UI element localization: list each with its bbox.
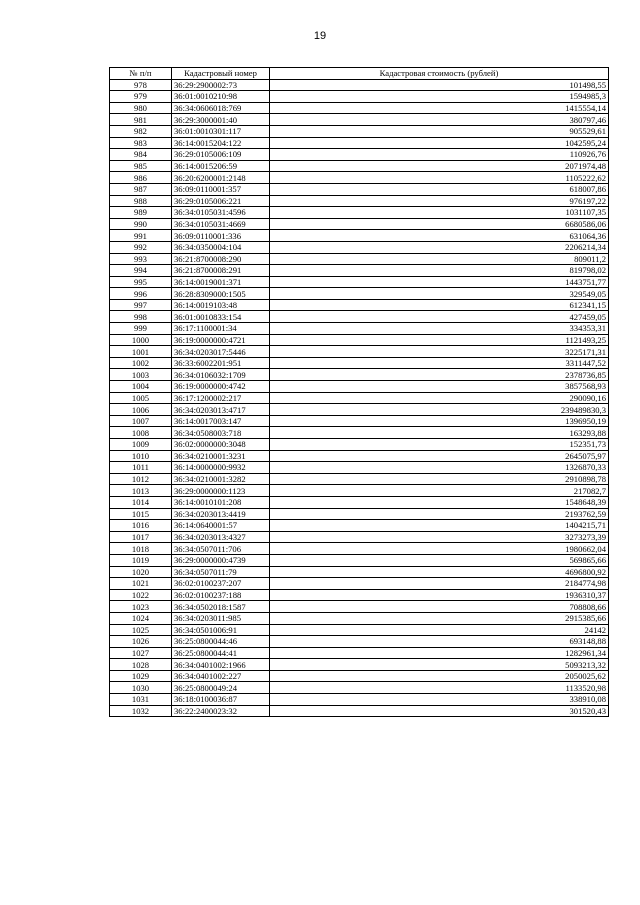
- table-row: [110, 357, 609, 369]
- cadastral-number-cell: 36:14:0000000:9932: [172, 462, 270, 474]
- table-body: [110, 79, 609, 717]
- cadastral-number-cell: 36:29:3000001:40: [172, 114, 270, 126]
- cadastral-value-cell: 380797,46: [270, 114, 609, 126]
- table-row: [110, 589, 609, 601]
- row-number-cell: 985: [110, 160, 172, 172]
- cadastral-number-cell: 36:02:0100237:207: [172, 578, 270, 590]
- cadastral-number-cell: 36:14:0015206:59: [172, 160, 270, 172]
- cadastral-number-cell: 36:34:0203013:4327: [172, 531, 270, 543]
- cadastral-number-cell: 36:34:0203017:5446: [172, 346, 270, 358]
- cadastral-number-cell: 36:34:0507011:706: [172, 543, 270, 555]
- row-number-cell: 996: [110, 288, 172, 300]
- row-number-cell: 979: [110, 91, 172, 103]
- table-row: [110, 485, 609, 497]
- row-number-cell: 1004: [110, 381, 172, 393]
- cadastral-value-cell: 427459,05: [270, 311, 609, 323]
- cadastral-value-cell: 152351,73: [270, 439, 609, 451]
- cadastral-value-cell: 1443751,77: [270, 276, 609, 288]
- row-number-cell: 1001: [110, 346, 172, 358]
- table-row: [110, 508, 609, 520]
- row-number-cell: 997: [110, 299, 172, 311]
- row-number-cell: 990: [110, 218, 172, 230]
- cadastral-value-cell: 338910,08: [270, 694, 609, 706]
- cadastral-number-cell: 36:34:0203011:985: [172, 612, 270, 624]
- row-number-cell: 1003: [110, 369, 172, 381]
- cadastral-number-cell: 36:14:0017003:147: [172, 415, 270, 427]
- cadastral-value-cell: 239489830,3: [270, 404, 609, 416]
- table-row: [110, 659, 609, 671]
- row-number-cell: 1017: [110, 531, 172, 543]
- cadastral-value-cell: 1121493,25: [270, 334, 609, 346]
- cadastral-value-cell: 2071974,48: [270, 160, 609, 172]
- table-row: [110, 299, 609, 311]
- table-row: [110, 496, 609, 508]
- table-row: [110, 125, 609, 137]
- cadastral-value-cell: 569865,66: [270, 554, 609, 566]
- row-number-cell: 978: [110, 79, 172, 91]
- cadastral-number-cell: 36:18:0100036:87: [172, 694, 270, 706]
- cadastral-number-cell: 36:14:0015204:122: [172, 137, 270, 149]
- cadastral-value-cell: 2378736,85: [270, 369, 609, 381]
- cadastral-value-cell: 5093213,32: [270, 659, 609, 671]
- cadastral-value-cell: 1980662,04: [270, 543, 609, 555]
- row-number-cell: 1025: [110, 624, 172, 636]
- cadastral-number-cell: 36:34:0203013:4419: [172, 508, 270, 520]
- row-number-cell: 984: [110, 149, 172, 161]
- cadastral-number-cell: 36:02:0000000:3048: [172, 439, 270, 451]
- cadastral-number-cell: 36:14:0019103:48: [172, 299, 270, 311]
- table-row: [110, 705, 609, 717]
- table-row: [110, 578, 609, 590]
- cadastral-value-cell: 2050025,62: [270, 670, 609, 682]
- row-number-cell: 1021: [110, 578, 172, 590]
- cadastral-number-cell: 36:01:0010210:98: [172, 91, 270, 103]
- row-number-cell: 1026: [110, 636, 172, 648]
- cadastral-value-cell: 1105222,62: [270, 172, 609, 184]
- cadastral-value-cell: 708808,66: [270, 601, 609, 613]
- cadastral-number-cell: 36:34:0508003:718: [172, 427, 270, 439]
- row-number-cell: 1016: [110, 520, 172, 532]
- table-row: [110, 636, 609, 648]
- cadastral-number-cell: 36:22:2400023:32: [172, 705, 270, 717]
- row-number-cell: 1019: [110, 554, 172, 566]
- table-row: [110, 612, 609, 624]
- cadastral-value-cell: 819798,02: [270, 265, 609, 277]
- table-row: [110, 207, 609, 219]
- row-number-cell: 1010: [110, 450, 172, 462]
- cadastral-number-cell: 36:21:8700008:291: [172, 265, 270, 277]
- cadastral-number-cell: 36:25:0800049:24: [172, 682, 270, 694]
- cadastral-value-cell: 163293,88: [270, 427, 609, 439]
- cadastral-value-cell: 3273273,39: [270, 531, 609, 543]
- table-row: [110, 369, 609, 381]
- table-row: [110, 601, 609, 613]
- cadastral-number-cell: 36:02:0100237:188: [172, 589, 270, 601]
- table-row: [110, 392, 609, 404]
- cadastral-value-cell: 24142: [270, 624, 609, 636]
- cadastral-value-cell: 1133520,98: [270, 682, 609, 694]
- cadastral-value-cell: 2206214,34: [270, 241, 609, 253]
- table-row: [110, 276, 609, 288]
- table-row: [110, 323, 609, 335]
- row-number-cell: 986: [110, 172, 172, 184]
- cadastral-value-cell: 693148,88: [270, 636, 609, 648]
- row-number-cell: 983: [110, 137, 172, 149]
- cadastral-number-cell: 36:34:0210001:3282: [172, 473, 270, 485]
- row-number-cell: 1020: [110, 566, 172, 578]
- row-number-cell: 981: [110, 114, 172, 126]
- cadastral-value-cell: 1415554,14: [270, 102, 609, 114]
- table-row: [110, 566, 609, 578]
- cadastral-number-cell: 36:34:0507011:79: [172, 566, 270, 578]
- cadastral-value-cell: 1594985,3: [270, 91, 609, 103]
- cadastral-number-cell: 36:34:0106032:1709: [172, 369, 270, 381]
- cadastral-number-cell: 36:25:0800044:46: [172, 636, 270, 648]
- cadastral-number-cell: 36:14:0019001:371: [172, 276, 270, 288]
- cadastral-value-cell: 101498,55: [270, 79, 609, 91]
- cadastral-value-cell: 4696800,92: [270, 566, 609, 578]
- cadastral-number-cell: 36:09:0110001:357: [172, 183, 270, 195]
- cadastral-number-cell: 36:20:6200001:2148: [172, 172, 270, 184]
- cadastral-number-cell: 36:25:0800044:41: [172, 647, 270, 659]
- cadastral-value-cell: 2184774,98: [270, 578, 609, 590]
- cadastral-number-cell: 36:01:0010833:154: [172, 311, 270, 323]
- row-number-cell: 1023: [110, 601, 172, 613]
- table-row: [110, 172, 609, 184]
- cadastral-value-cell: 618007,86: [270, 183, 609, 195]
- table-row: [110, 462, 609, 474]
- cadastral-number-cell: 36:29:0000000:4739: [172, 554, 270, 566]
- cadastral-value-cell: 809011,2: [270, 253, 609, 265]
- page-number: 19: [313, 30, 327, 42]
- cadastral-value-cell: 1042595,24: [270, 137, 609, 149]
- row-number-cell: 989: [110, 207, 172, 219]
- cadastral-value-cell: 217082,7: [270, 485, 609, 497]
- cadastral-value-cell: 1282961,34: [270, 647, 609, 659]
- table-row: [110, 160, 609, 172]
- row-number-cell: 1008: [110, 427, 172, 439]
- row-number-cell: 1031: [110, 694, 172, 706]
- row-number-cell: 987: [110, 183, 172, 195]
- table-row: [110, 381, 609, 393]
- table-row: [110, 554, 609, 566]
- cadastral-value-cell: 3311447,52: [270, 357, 609, 369]
- cadastral-value-cell: 110926,76: [270, 149, 609, 161]
- row-number-cell: 1032: [110, 705, 172, 717]
- table-row: [110, 694, 609, 706]
- header-cadastral-value: Кадастровая стоимость (рублей): [270, 68, 609, 80]
- table-header-row: [110, 68, 609, 80]
- table-row: [110, 137, 609, 149]
- row-number-cell: 992: [110, 241, 172, 253]
- cadastral-number-cell: 36:29:0000000:1123: [172, 485, 270, 497]
- cadastral-value-cell: 2193762,59: [270, 508, 609, 520]
- table-row: [110, 415, 609, 427]
- cadastral-number-cell: 36:17:1100001:34: [172, 323, 270, 335]
- row-number-cell: 991: [110, 230, 172, 242]
- cadastral-number-cell: 36:19:0000000:4721: [172, 334, 270, 346]
- cadastral-value-cell: 2645075,97: [270, 450, 609, 462]
- row-number-cell: 982: [110, 125, 172, 137]
- row-number-cell: 1030: [110, 682, 172, 694]
- row-number-cell: 1006: [110, 404, 172, 416]
- cadastral-number-cell: 36:17:1200002:217: [172, 392, 270, 404]
- cadastral-number-cell: 36:09:0110001:336: [172, 230, 270, 242]
- cadastral-number-cell: 36:34:0606018:769: [172, 102, 270, 114]
- table-row: [110, 91, 609, 103]
- cadastral-value-cell: 1326870,33: [270, 462, 609, 474]
- cadastral-number-cell: 36:34:0210001:3231: [172, 450, 270, 462]
- cadastral-number-cell: 36:34:0105031:4596: [172, 207, 270, 219]
- row-number-cell: 1022: [110, 589, 172, 601]
- row-number-cell: 1002: [110, 357, 172, 369]
- cadastral-number-cell: 36:29:2900002:73: [172, 79, 270, 91]
- header-row-number: № п/п: [110, 68, 172, 80]
- row-number-cell: 1018: [110, 543, 172, 555]
- cadastral-value-cell: 612341,15: [270, 299, 609, 311]
- cadastral-number-cell: 36:34:0203013:4717: [172, 404, 270, 416]
- row-number-cell: 1013: [110, 485, 172, 497]
- cadastral-number-cell: 36:19:0000000:4742: [172, 381, 270, 393]
- table-row: [110, 241, 609, 253]
- cadastral-number-cell: 36:34:0350004:104: [172, 241, 270, 253]
- cadastral-value-cell: 1404215,71: [270, 520, 609, 532]
- cadastral-value-cell: 1031107,35: [270, 207, 609, 219]
- cadastral-number-cell: 36:29:0105006:221: [172, 195, 270, 207]
- table-row: [110, 334, 609, 346]
- row-number-cell: 998: [110, 311, 172, 323]
- table-row: [110, 450, 609, 462]
- cadastral-number-cell: 36:21:8700008:290: [172, 253, 270, 265]
- row-number-cell: 1011: [110, 462, 172, 474]
- table-row: [110, 149, 609, 161]
- row-number-cell: 1012: [110, 473, 172, 485]
- cadastral-value-cell: 905529,61: [270, 125, 609, 137]
- header-cadastral-number: Кадастровый номер: [172, 68, 270, 80]
- cadastral-number-cell: 36:34:0401002:1966: [172, 659, 270, 671]
- table-row: [110, 311, 609, 323]
- table-row: [110, 682, 609, 694]
- row-number-cell: 1024: [110, 612, 172, 624]
- table-row: [110, 439, 609, 451]
- row-number-cell: 1000: [110, 334, 172, 346]
- row-number-cell: 999: [110, 323, 172, 335]
- table-row: [110, 114, 609, 126]
- row-number-cell: 1029: [110, 670, 172, 682]
- cadastral-value-cell: 2915385,66: [270, 612, 609, 624]
- table-row: [110, 230, 609, 242]
- row-number-cell: 1027: [110, 647, 172, 659]
- cadastral-number-cell: 36:28:8309000:1505: [172, 288, 270, 300]
- cadastral-number-cell: 36:34:0501006:91: [172, 624, 270, 636]
- cadastral-number-cell: 36:34:0401002:227: [172, 670, 270, 682]
- row-number-cell: 995: [110, 276, 172, 288]
- cadastral-number-cell: 36:33:6002201:951: [172, 357, 270, 369]
- cadastral-value-cell: 301520,43: [270, 705, 609, 717]
- cadastral-value-cell: 631064,36: [270, 230, 609, 242]
- cadastral-value-cell: 3857568,93: [270, 381, 609, 393]
- cadastral-number-cell: 36:14:0010101:208: [172, 496, 270, 508]
- cadastral-value-cell: 329549,05: [270, 288, 609, 300]
- row-number-cell: 1009: [110, 439, 172, 451]
- cadastral-number-cell: 36:14:0640001:57: [172, 520, 270, 532]
- row-number-cell: 993: [110, 253, 172, 265]
- table-row: [110, 520, 609, 532]
- cadastral-value-cell: 1396950,19: [270, 415, 609, 427]
- cadastral-value-cell: 976197,22: [270, 195, 609, 207]
- table-row: [110, 218, 609, 230]
- table-row: [110, 183, 609, 195]
- table-row: [110, 647, 609, 659]
- table-row: [110, 404, 609, 416]
- row-number-cell: 994: [110, 265, 172, 277]
- row-number-cell: 1015: [110, 508, 172, 520]
- cadastral-value-cell: 6680586,06: [270, 218, 609, 230]
- table-row: [110, 473, 609, 485]
- cadastral-number-cell: 36:34:0105031:4669: [172, 218, 270, 230]
- row-number-cell: 1014: [110, 496, 172, 508]
- table-row: [110, 265, 609, 277]
- cadastral-value-cell: 3225171,31: [270, 346, 609, 358]
- cadastral-value-cell: 1936310,37: [270, 589, 609, 601]
- cadastral-number-cell: 36:34:0502018:1587: [172, 601, 270, 613]
- table-row: [110, 531, 609, 543]
- row-number-cell: 1007: [110, 415, 172, 427]
- cadastral-value-cell: 1548648,39: [270, 496, 609, 508]
- row-number-cell: 980: [110, 102, 172, 114]
- row-number-cell: 988: [110, 195, 172, 207]
- cadastral-number-cell: 36:01:0010301:117: [172, 125, 270, 137]
- table-row: [110, 253, 609, 265]
- table-row: [110, 288, 609, 300]
- cadastral-value-cell: 290090,16: [270, 392, 609, 404]
- cadastral-value-table: [109, 67, 609, 717]
- cadastral-number-cell: 36:29:0105006:109: [172, 149, 270, 161]
- row-number-cell: 1028: [110, 659, 172, 671]
- table-row: [110, 670, 609, 682]
- table-row: [110, 543, 609, 555]
- row-number-cell: 1005: [110, 392, 172, 404]
- table-row: [110, 346, 609, 358]
- cadastral-value-cell: 2910898,78: [270, 473, 609, 485]
- table-row: [110, 624, 609, 636]
- table-row: [110, 79, 609, 91]
- table-row: [110, 102, 609, 114]
- cadastral-value-cell: 334353,31: [270, 323, 609, 335]
- table-row: [110, 427, 609, 439]
- table-row: [110, 195, 609, 207]
